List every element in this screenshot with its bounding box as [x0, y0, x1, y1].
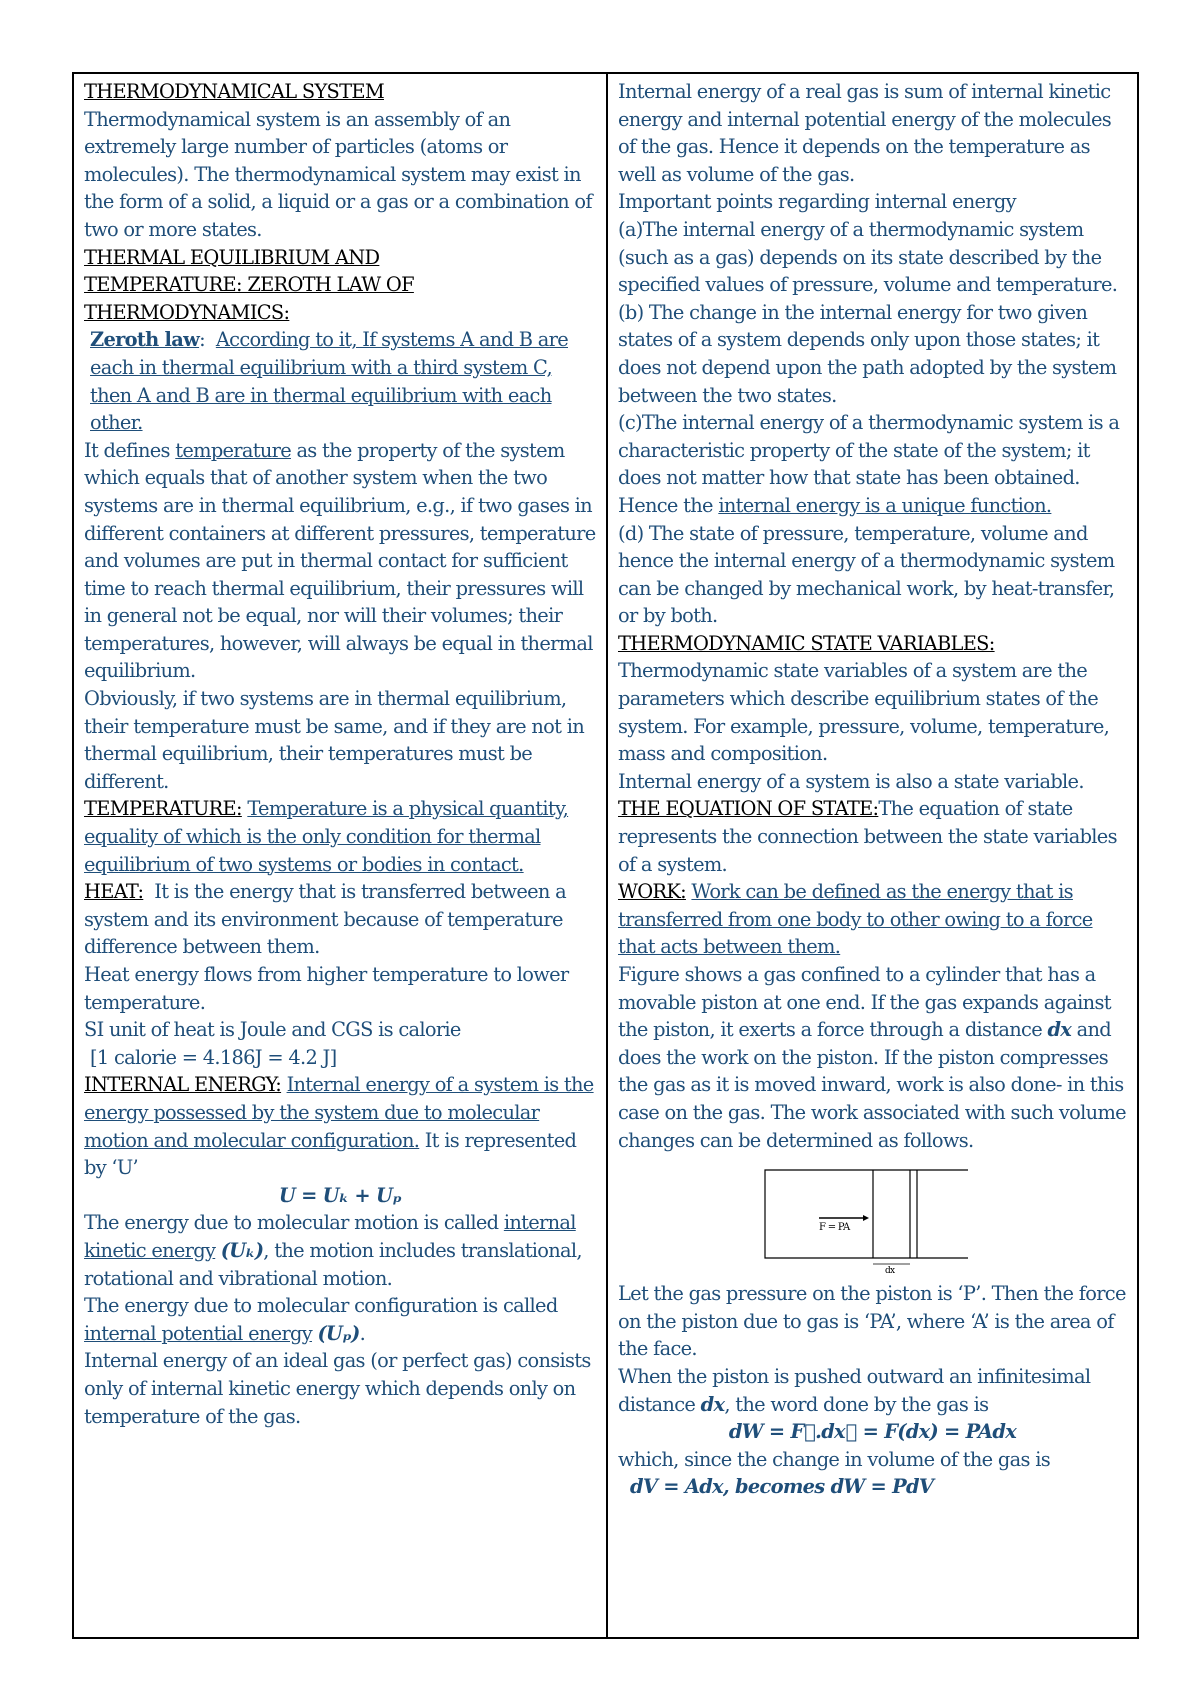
equation-u: U = Uₖ + Uₚ: [278, 1183, 402, 1207]
point-c-underlined: internal energy is a unique function.: [718, 493, 1052, 517]
pressure-paragraph: Let the gas pressure on the piston is ‘P’. Then the force on the piston due to gas is ‘PA’, where ‘A’ is the area of the face.: [618, 1282, 1126, 1361]
work-paragraph: [618, 878, 1127, 961]
temperature-paragraph: [84, 795, 596, 878]
equation-of-state-label: THE EQUATION OF STATE:: [618, 797, 879, 821]
point-d: (d) The state of pressure, temperature, volume and hence the internal energy of a thermodynamic system can be changed by mechanical work, by heat-transfer, or by both.: [618, 521, 1115, 628]
heat-label: HEAT:: [84, 880, 144, 904]
internal-energy-paragraph: [84, 1071, 596, 1181]
temperature-label: TEMPERATURE:: [84, 797, 242, 821]
internal-energy-represented: It is represented by ‘U’: [84, 1128, 577, 1180]
obviously-paragraph: Obviously, if two systems are in thermal equilibrium, their temperature must be same, and if they are not in thermal equilibrium, their temperatures must be different.: [84, 687, 585, 793]
zeroth-law-paragraph: [84, 326, 596, 436]
pushed-dx: dx: [700, 1392, 725, 1416]
zeroth-law-colon: :: [199, 328, 205, 352]
pe-text-start: The energy due to molecular configuration is called: [84, 1294, 558, 1318]
real-gas-paragraph: Internal energy of a real gas is sum of internal kinetic energy and internal potential energy of the molecules of the gas. Hence it depends on the temperature as well as volume of the gas.: [618, 80, 1112, 186]
since-line: which, since the change in volume of the gas is: [618, 1447, 1050, 1471]
temperature-statement: Temperature is a physical quantity, equality of which is the only condition for thermal equilibrium of two systems or bodies in contact.: [84, 797, 569, 876]
si-unit-line: SI unit of heat is Joule and CGS is calorie: [84, 1018, 461, 1042]
equation-final: dV = Adx, becomes dW = PdV: [630, 1475, 934, 1499]
temperature-term: temperature: [175, 438, 291, 462]
system-paragraph: Thermodynamical system is an assembly of an extremely large number of particles (atoms or molecules). The thermodynamical system may exist in the form of a solid, a liquid or a gas or a combination of two or more states.: [84, 107, 592, 241]
cylinder-outline: [765, 1170, 968, 1258]
force-label: F = PA: [819, 1222, 850, 1234]
heat-statement: It is the energy that is transferred between a system and its environment because of temperature difference between them.: [84, 880, 566, 959]
work-label: WORK:: [618, 880, 686, 904]
right-column: [608, 74, 1137, 1637]
state-variables-paragraph: Thermodynamic state variables of a system are the parameters which describe equilibrium states of the system. For example, pressure, volume, temperature, mass and composition.: [618, 659, 1110, 766]
heading-thermal-equilibrium-1: THERMAL EQUILIBRIUM AND: [84, 245, 380, 269]
internal-kinetic-energy-term: internal kinetic energy: [84, 1211, 576, 1262]
heat-paragraph: [84, 878, 596, 961]
equation-of-state-text: The equation of state represents the connection between the state variables of a system.: [618, 797, 1117, 876]
defines-text-end: as the property of the system which equals that of another system when the two systems are in thermal equilibrium, e.g., if two gases in different containers at different pressures, temperature and volumes are put in thermal contact for sufficient time to reach thermal equilibrium, their pressures will in general not be equal, nor will their volumes; their temperatures, however, will always be equal in thermal equilibrium.: [84, 438, 596, 683]
heading-thermal-equilibrium-3: THERMODYNAMICS:: [84, 300, 290, 324]
heading-thermodynamical-system: THERMODYNAMICAL SYSTEM: [84, 80, 384, 103]
equation-of-state-paragraph: [618, 795, 1127, 878]
equation-dw: dW = F⃗.dx⃗ = F(dx) = PAdx: [728, 1420, 1017, 1444]
figure-dx: dx: [1047, 1018, 1072, 1042]
zeroth-law-statement: According to it, If systems A and B are each in thermal equilibrium with a third system C, then A and B are in thermal equilibrium with each other.: [90, 328, 568, 435]
ke-text-start: The energy due to molecular motion is called: [84, 1211, 499, 1235]
ideal-gas-paragraph: Internal energy of an ideal gas (or perfect gas) consists only of internal kinetic energy which depends only on temperature of the gas.: [84, 1349, 591, 1428]
potential-energy-paragraph: [84, 1292, 596, 1347]
figure-text-end: and does the work on the piston. If the piston compresses the gas as it is moved inward, work is also done- in this case on the gas. The work associated with such volume changes can be determined as follows.: [618, 1018, 1126, 1152]
piston-cylinder-diagram: [763, 1160, 993, 1274]
pushed-text-start: When the piston is pushed outward an infinitesimal distance: [618, 1364, 1091, 1416]
internal-energy-label: INTERNAL ENERGY:: [84, 1073, 282, 1097]
dx-label: dx: [885, 1266, 895, 1275]
ke-text-end: , the motion includes translational, rotational and vibrational motion.: [84, 1238, 582, 1290]
figure-description-paragraph: [618, 961, 1127, 1154]
pe-text-end: .: [359, 1321, 366, 1345]
temperature-definition-paragraph: [84, 437, 596, 685]
important-points-heading: Important points regarding internal energy: [618, 190, 1016, 214]
heading-thermal-equilibrium-2: TEMPERATURE: ZEROTH LAW OF: [84, 273, 414, 297]
two-column-table: [72, 72, 1139, 1639]
point-a: (a)The internal energy of a thermodynamic system (such as a gas) depends on its state described by the specified values of pressure, volume and temperature.: [618, 217, 1118, 297]
heat-flow-paragraph: Heat energy flows from higher temperature to lower temperature.: [84, 963, 569, 1014]
point-c-text: (c)The internal energy of a thermodynamic system is a characteristic property of the state of the system; it does not matter how that state has been obtained. Hence the: [618, 411, 1120, 517]
figure-text-start: Figure shows a gas confined to a cylinder that has a movable piston at one end. If the gas expands against the piston, it exerts a force through a distance: [618, 963, 1111, 1042]
uk-symbol: (Uₖ): [220, 1238, 264, 1262]
kinetic-energy-paragraph: [84, 1209, 596, 1292]
pushed-text-end: , the word done by the gas is: [724, 1392, 989, 1416]
internal-energy-statement: Internal energy of a system is the energy possessed by the system due to molecular motion and molecular configuration.: [84, 1073, 594, 1152]
force-arrow-icon: [863, 1215, 869, 1221]
point-c: [618, 409, 1127, 519]
zeroth-law-label: Zeroth law: [90, 328, 200, 352]
work-statement: Work can be defined as the energy that is transferred from one body to other owing to a force that acts between them.: [618, 880, 1093, 959]
heading-state-variables: THERMODYNAMIC STATE VARIABLES:: [618, 631, 995, 655]
defines-text-start: It defines: [84, 438, 170, 462]
point-b: (b) The change in the internal energy for two given states of a system depends only upon those states; it does not depend upon the path adopted by the system between the two states.: [618, 300, 1117, 407]
up-symbol: (Uₚ): [317, 1321, 360, 1345]
internal-potential-energy-term: internal potential energy: [84, 1321, 312, 1345]
internal-energy-state-line: Internal energy of a system is also a state variable.: [618, 769, 1084, 793]
calorie-line: [1 calorie = 4.186J = 4.2 J]: [90, 1045, 337, 1069]
pushed-paragraph: [618, 1363, 1127, 1418]
left-column: [74, 74, 608, 1637]
